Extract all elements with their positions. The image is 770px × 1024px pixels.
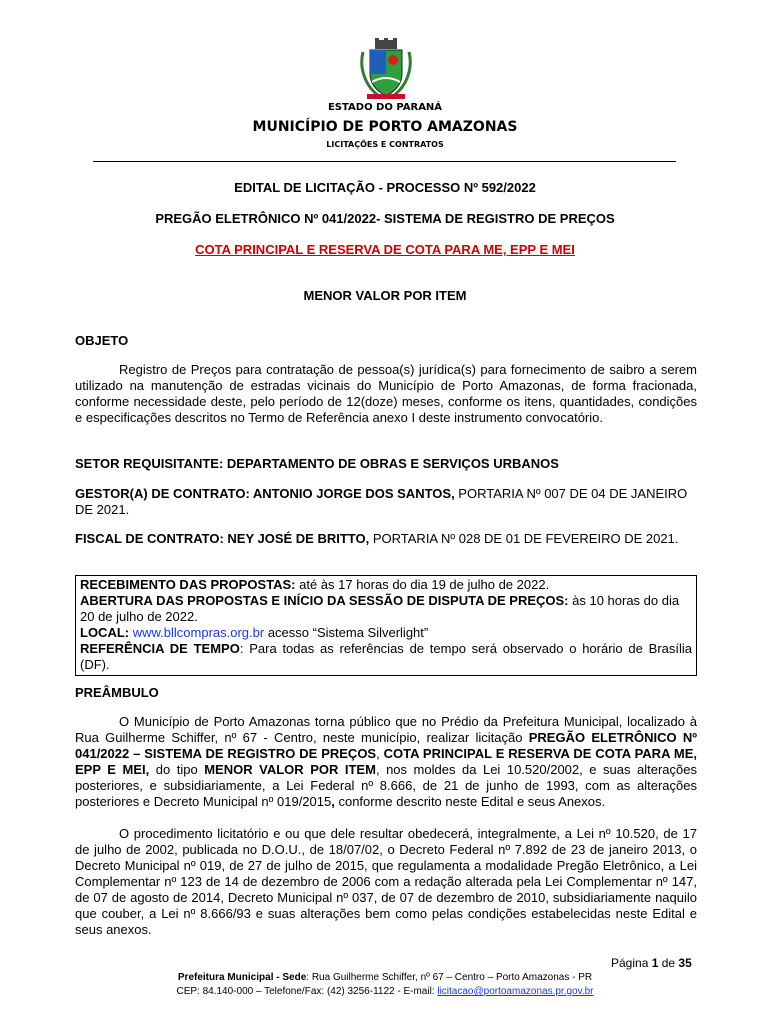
recebimento-text: até às 17 horas do dia 19 de julho de 2022. xyxy=(295,577,550,592)
preambulo-paragraph-2: O procedimento licitatório e ou que dele resultar obedecerá, integralmente, a Lei nº 10.520, de 17 de julho de 2002, publicada no D.O.U., de 18/07/02, o Decreto Federal nº 7.892 de 23 de janeiro 2013, o Decreto Municipal nº 019, de 27 de julho de 2015, que regulamenta a modalidade Pregão Eletrônico, a Lei Complementar nº 123 de 14 de dezembro de 2006 com a redação alterada pela Lei Complementar nº 147, de 07 de agosto de 2014, Decreto Municipal nº 037, de 07 de dezembro de 2010, subsidiariamente naquilo que couber, a Lei nº 8.666/93 e suas alterações bem como pelas condições estabelecidas neste Edital e seus anexos. xyxy=(75,826,697,937)
abertura-line xyxy=(80,593,692,625)
footer-contact-text: CEP: 84.140-000 – Telefone/Fax: (42) 3256-1122 - E-mail: xyxy=(176,986,438,997)
preambulo-text-a: O Município de Porto Amazonas torna público que no Prédio da Prefeitura Municipal, localizado à Rua Guilherme Schiffer, nº 67 - Centro, neste município, realizar licitação xyxy=(75,714,697,745)
gestor-label: GESTOR(A) DE CONTRATO: ANTONIO JORGE DOS SANTOS, xyxy=(75,486,455,501)
local-text: acesso “Sistema Silverlight” xyxy=(264,625,429,640)
municipal-coat-of-arms-icon xyxy=(359,38,413,100)
page-number xyxy=(611,956,692,970)
local-line xyxy=(80,625,692,641)
gestor-paragraph xyxy=(75,486,697,518)
edital-title: EDITAL DE LICITAÇÃO - PROCESSO Nº 592/2022 xyxy=(234,180,536,195)
bllcompras-link[interactable]: www.bllcompras.org.br xyxy=(129,625,265,640)
page-current: 1 xyxy=(651,956,659,970)
municipality-header: MUNICÍPIO DE PORTO AMAZONAS xyxy=(252,119,518,135)
footer-email-link[interactable]: licitacao@portoamazonas.pr.gov.br xyxy=(437,986,594,997)
gestor-text: PORTARIA Nº 007 DE 04 DE JANEIRO DE 2021. xyxy=(75,486,688,517)
criterio-title: MENOR VALOR POR ITEM xyxy=(303,288,467,303)
dates-box xyxy=(75,575,697,676)
referencia-text: : Para todas as referências de tempo será observado o horário de Brasília (DF). xyxy=(80,641,692,672)
abertura-label: ABERTURA DAS PROPOSTAS E INÍCIO DA SESSÃO DE DISPUTA DE PREÇOS: xyxy=(80,593,569,608)
preambulo-cota-bold: COTA PRINCIPAL E RESERVA DE COTA PARA ME, EPP E MEI, xyxy=(75,746,697,777)
page-middle: de xyxy=(658,956,679,970)
objeto-text: Registro de Preços para contratação de pessoa(s) jurídica(s) para fornecimento de saibro a serem utilizado na manutenção de estradas vicinais do Município de Porto Amazonas, de forma fracionada, conforme necessidade deste, pelo período de 12(doze) meses, conforme os itens, quantidades, condições e especificações descritos no Termo de Referência anexo I deste instrumento convocatório. xyxy=(75,362,697,425)
preambulo-text-e: do tipo xyxy=(149,762,205,777)
page-total: 35 xyxy=(678,956,692,970)
preambulo-text-g: , nos moldes da Lei 10.520/2002, e suas alterações posteriores, e subsidiariamente, a Lei Federal nº 8.666, de 21 de junho de 1993, com as alterações posteriores e Decreto Municipal nº 019/2015 xyxy=(75,762,697,809)
recebimento-line xyxy=(80,577,692,593)
referencia-label: REFERÊNCIA DE TEMPO xyxy=(80,641,240,656)
department-header: LICITAÇÕES E CONTRATOS xyxy=(326,140,444,149)
fiscal-label: FISCAL DE CONTRATO: NEY JOSÉ DE BRITTO, xyxy=(75,531,370,546)
fiscal-paragraph xyxy=(75,531,697,547)
footer-address xyxy=(0,972,770,983)
preambulo-text-c: , xyxy=(376,746,384,761)
recebimento-label: RECEBIMENTO DAS PROPOSTAS: xyxy=(80,577,296,592)
footer-contact xyxy=(0,986,770,997)
header-divider xyxy=(93,161,676,162)
fiscal-text: PORTARIA Nº 028 DE 01 DE FEVEREIRO DE 2021. xyxy=(369,531,679,546)
preambulo-text-i: conforme descrito neste Edital e seus Anexos. xyxy=(334,794,606,809)
objeto-heading: OBJETO xyxy=(75,333,129,348)
footer-address-text: : Rua Guilherme Schiffer, nº 67 – Centro – Porto Amazonas - PR xyxy=(306,972,593,983)
preambulo-comma-bold: , xyxy=(331,794,335,809)
preambulo-paragraph-1 xyxy=(75,714,697,810)
preambulo-heading: PREÂMBULO xyxy=(75,685,159,700)
page-prefix: Página xyxy=(611,956,652,970)
cota-title: COTA PRINCIPAL E RESERVA DE COTA PARA ME, EPP E MEI xyxy=(195,242,575,257)
referencia-line xyxy=(80,641,692,673)
preambulo-pregao-bold: PREGÃO ELETRÔNICO Nº 041/2022 – SISTEMA DE REGISTRO DE PREÇOS xyxy=(75,730,697,761)
state-header: ESTADO DO PARANÁ xyxy=(327,102,443,113)
abertura-text: às 10 horas do dia 20 de julho de 2022. xyxy=(80,593,680,624)
local-label: LOCAL: xyxy=(80,625,130,640)
preambulo-criterio-bold: MENOR VALOR POR ITEM xyxy=(204,762,376,777)
setor-requisitante: SETOR REQUISITANTE: DEPARTAMENTO DE OBRAS E SERVIÇOS URBANOS xyxy=(75,456,559,471)
pregao-title: PREGÃO ELETRÔNICO Nº 041/2022- SISTEMA DE REGISTRO DE PREÇOS xyxy=(155,211,615,226)
footer-sede-label: Prefeitura Municipal - Sede xyxy=(177,972,307,983)
